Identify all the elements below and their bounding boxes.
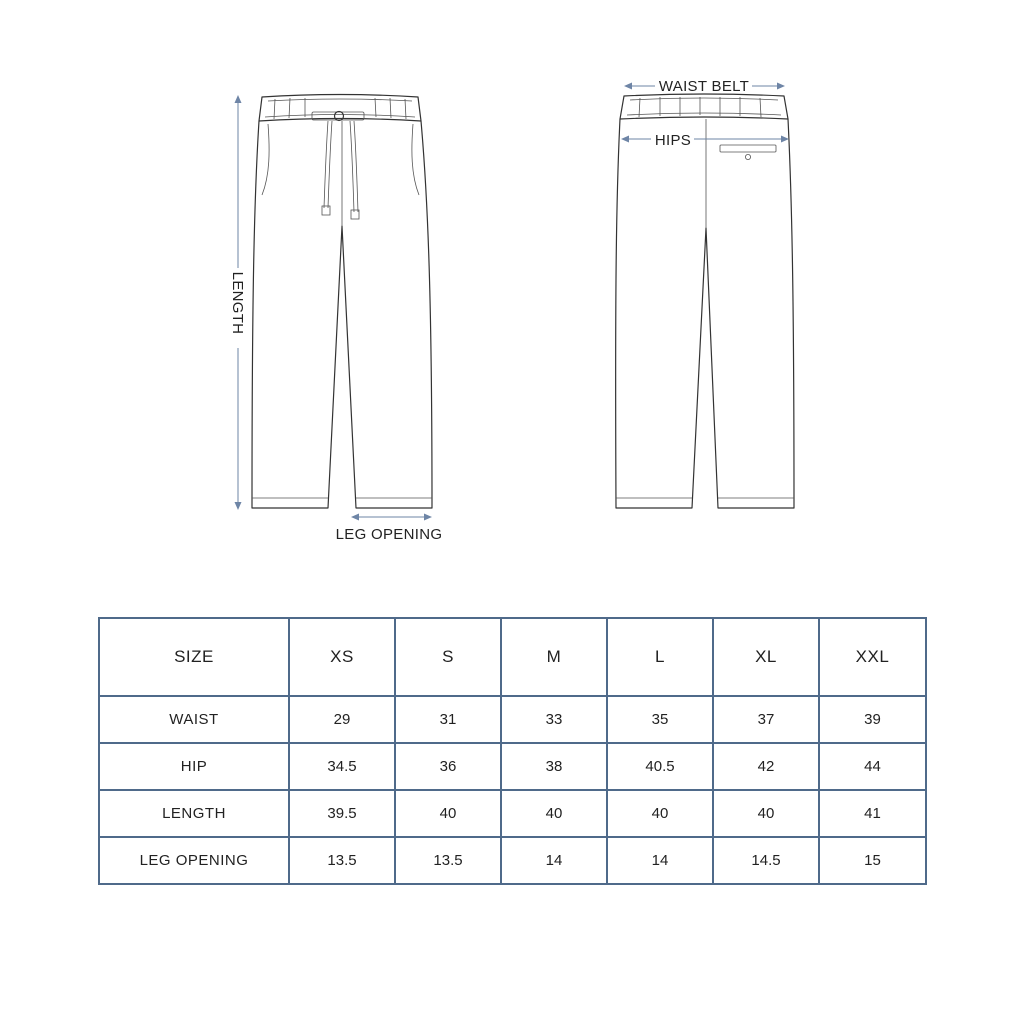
table-cell: 40 — [395, 790, 501, 837]
size-header-l: L — [607, 618, 713, 696]
table-cell: 39.5 — [289, 790, 395, 837]
row-label-hip: HIP — [99, 743, 289, 790]
size-chart-table — [98, 617, 927, 885]
table-row-leg-opening — [99, 837, 926, 884]
table-cell: 15 — [819, 837, 926, 884]
table-row-length — [99, 790, 926, 837]
size-header-s: S — [395, 618, 501, 696]
hips-dimension-line — [621, 136, 789, 143]
table-cell: 40.5 — [607, 743, 713, 790]
size-header-xs: XS — [289, 618, 395, 696]
table-cell: 40 — [607, 790, 713, 837]
length-label: LENGTH — [229, 271, 246, 335]
row-label-waist: WAIST — [99, 696, 289, 743]
size-header-row — [99, 618, 926, 696]
table-cell: 44 — [819, 743, 926, 790]
table-cell: 41 — [819, 790, 926, 837]
table-cell: 40 — [713, 790, 819, 837]
back-view-pants — [616, 94, 794, 508]
table-cell: 34.5 — [289, 743, 395, 790]
table-row-hip — [99, 743, 926, 790]
table-cell: 13.5 — [395, 837, 501, 884]
table-row-waist — [99, 696, 926, 743]
table-cell: 33 — [501, 696, 607, 743]
row-label-length: LENGTH — [99, 790, 289, 837]
table-cell: 35 — [607, 696, 713, 743]
size-header-label: SIZE — [99, 618, 289, 696]
size-header-xl: XL — [713, 618, 819, 696]
size-header-xxl: XXL — [819, 618, 926, 696]
leg-opening-label: LEG OPENING — [335, 526, 443, 543]
size-header-m: M — [501, 618, 607, 696]
leg-opening-dimension-line — [351, 514, 432, 521]
waist-belt-label: WAIST BELT — [658, 78, 750, 95]
table-cell: 13.5 — [289, 837, 395, 884]
table-cell: 37 — [713, 696, 819, 743]
table-cell: 14.5 — [713, 837, 819, 884]
table-cell: 14 — [607, 837, 713, 884]
table-cell: 36 — [395, 743, 501, 790]
table-cell: 38 — [501, 743, 607, 790]
table-cell: 14 — [501, 837, 607, 884]
row-label-leg-opening: LEG OPENING — [99, 837, 289, 884]
hips-label: HIPS — [654, 132, 692, 149]
table-cell: 40 — [501, 790, 607, 837]
table-cell: 31 — [395, 696, 501, 743]
table-cell: 29 — [289, 696, 395, 743]
front-view-pants — [252, 95, 432, 509]
table-cell: 42 — [713, 743, 819, 790]
table-cell: 39 — [819, 696, 926, 743]
